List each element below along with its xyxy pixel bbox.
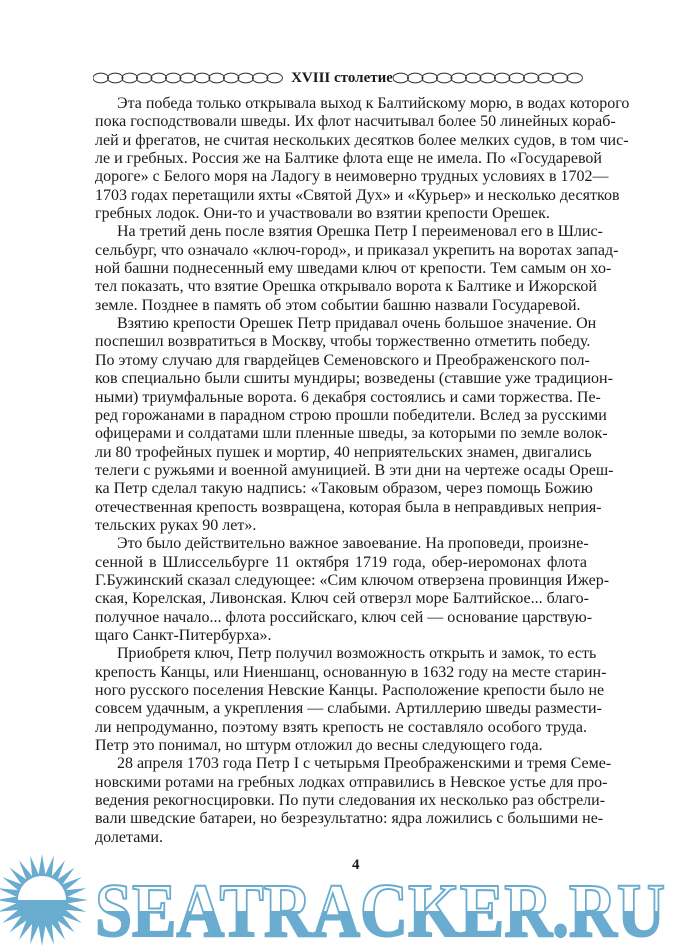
text-line: ред горожанами в парадном строю прошли победители. Вслед за русскими [95, 406, 607, 424]
text-line: ли непродуманно, поэтому взять крепость не составляло особого труда. [95, 718, 587, 736]
text-line: телеги с ружьями и военной амуницией. В эти дни на чертеже осады Ореш- [95, 461, 614, 479]
text-line: ков специально были сшиты мундиры; возведены (ставшие уже традицион- [95, 370, 613, 388]
text-line: гребных лодок. Они-то и участвовали во взятии крепости Орешек. [95, 205, 550, 223]
text-line: ной башни поднесенный ему шведами ключ от крепости. Тем самым он хо- [95, 260, 612, 278]
chain-link-icon [136, 73, 151, 83]
text-line: крепость Канцы, или Ниеншанц, основанную в 1632 году на месте старин- [95, 663, 607, 681]
chain-link-icon [194, 73, 209, 83]
chain-link-icon [451, 73, 466, 83]
text-line: ного русского поселения Невские Канцы. Расположение крепости было не [95, 682, 605, 699]
text-line: дороге» с Белого моря на Ладогу в неимоверно трудных условиях в 1702— [95, 168, 609, 186]
header-title: XVIII столетие [291, 69, 393, 86]
ornament-right-icon [393, 70, 591, 86]
chain-link-icon [509, 73, 524, 83]
text-line: Петр это понимал, но штурм отложил до весны следующего года. [95, 737, 543, 755]
chain-link-icon [107, 73, 122, 83]
text-line: Это было действительно важное завоевание. На проповеди, произне- [117, 535, 589, 553]
text-line: На третий день после взятия Орешка Петр I переименовал его в Шлис- [117, 223, 603, 241]
text-line: 1703 годах перетащили яхты «Святой Дух» и «Курьер» и несколько десятков [95, 186, 620, 204]
sun-icon [0, 854, 88, 946]
text-line: 28 апреля 1703 года Петр I с четырьмя Преображенскими и тремя Семе- [117, 755, 612, 773]
chain-link-icon [407, 73, 422, 83]
running-header [93, 66, 591, 90]
text-line: вали шведские батареи, но безрезультатно: ядра ложились с большими не- [95, 810, 604, 828]
chain-link-icon [165, 73, 180, 83]
chain-link-icon [552, 73, 567, 83]
text-line: ными) триумфальные ворота. 6 декабря состоялись и сами торжества. Пе- [95, 388, 601, 406]
text-line: лей и фрегатов, не считая нескольких десятков более мелких судов, в том чис- [95, 131, 629, 149]
text-line: офицерами и солдатами шли пленные шведы, за которыми по земле волок- [95, 425, 608, 443]
chain-link-icon [122, 73, 137, 83]
text-line: ли 80 трофейных пушек и мортир, 40 неприятельских знамен, двигались [95, 443, 592, 461]
text-line: щаго Санкт-Питербурха». [95, 626, 272, 644]
text-line: отечественная крепость возвращена, которая была в неправдивых неприя- [95, 498, 602, 516]
text-line: получное начало... флота российскаго, ключ сей — основание царствую- [95, 608, 593, 626]
chain-link-icon [523, 73, 538, 83]
text-line: По этому случаю для гвардейцев Семеновского и Преображенского пол- [95, 351, 590, 369]
text-line: ле и гребных. Россия же на Балтике флота еще не имела. По «Государевой [95, 150, 602, 168]
page-body-text [95, 95, 630, 847]
chain-link-icon [209, 73, 224, 83]
text-line: ская, Корелская, Ливонская. Ключ сей отверзл море Балтийское... благо- [95, 590, 589, 608]
text-line: тел показать, что взятие Орешка открывало ворота к Балтике и Ижорской [95, 278, 597, 296]
text-line: ка Петр сделал такую надпись: «Таковым образом, через помощь Божию [95, 480, 593, 498]
text-line: пока господствовали шведы. Их флот насчитывал более 50 линейных кораб- [95, 113, 616, 131]
text-line: долетами. [95, 828, 163, 846]
text-line: ведения рекогносцировки. По пути следования их несколько раз обстрели- [95, 792, 606, 810]
text-line: Эта победа только открывала выход к Балтийскому морю, в водах которого [117, 95, 630, 112]
text-line: поспешил возвратиться в Москву, чтобы торжественно отметить победу. [95, 333, 591, 351]
chain-link-icon [267, 73, 282, 83]
chain-link-icon [480, 73, 495, 83]
chain-link-icon [151, 73, 166, 83]
chain-link-icon [252, 73, 267, 83]
watermark-text: SEATRACKER.RU [95, 869, 665, 947]
text-line: сельбург, что означало «ключ-город», и приказал укрепить на воротах запад- [95, 241, 619, 259]
chain-link-icon [180, 73, 195, 83]
ornament-left-icon [93, 70, 291, 86]
chain-link-icon [238, 73, 253, 83]
chain-link-icon [436, 73, 451, 83]
text-line: Г.Бужинский сказал следующее: «Сим ключом отверзена провинция Ижер- [95, 571, 610, 589]
chain-link-icon [494, 73, 509, 83]
text-line: Приобретя ключ, Петр получил возможность открыть и замок, то есть [117, 645, 597, 663]
chain-link-icon [465, 73, 480, 83]
text-line: Взятию крепости Орешек Петр придавал очень большое значение. Он [117, 315, 597, 333]
chain-link-icon [393, 73, 408, 83]
text-line: тельских руках 90 лет». [95, 516, 257, 534]
chain-link-icon [567, 73, 582, 83]
text-line: сенной в Шлиссельбурге 11 октября 1719 года, обер-иеромонах флота [95, 553, 587, 571]
chain-link-icon [422, 73, 437, 83]
chain-link-icon [223, 73, 238, 83]
chain-link-icon [93, 73, 108, 83]
text-line: новскими ротами на гребных лодках отправились в Невское устье для про- [95, 773, 608, 791]
page-number: 4 [352, 857, 360, 873]
text-line: земле. Позднее в память об этом событии башню назвали Государевой. [95, 296, 581, 314]
watermark-logo [0, 848, 676, 947]
text-line: совсем удачным, а укрепления — слабыми. Артиллерию шведы размести- [95, 700, 602, 718]
chain-link-icon [538, 73, 553, 83]
